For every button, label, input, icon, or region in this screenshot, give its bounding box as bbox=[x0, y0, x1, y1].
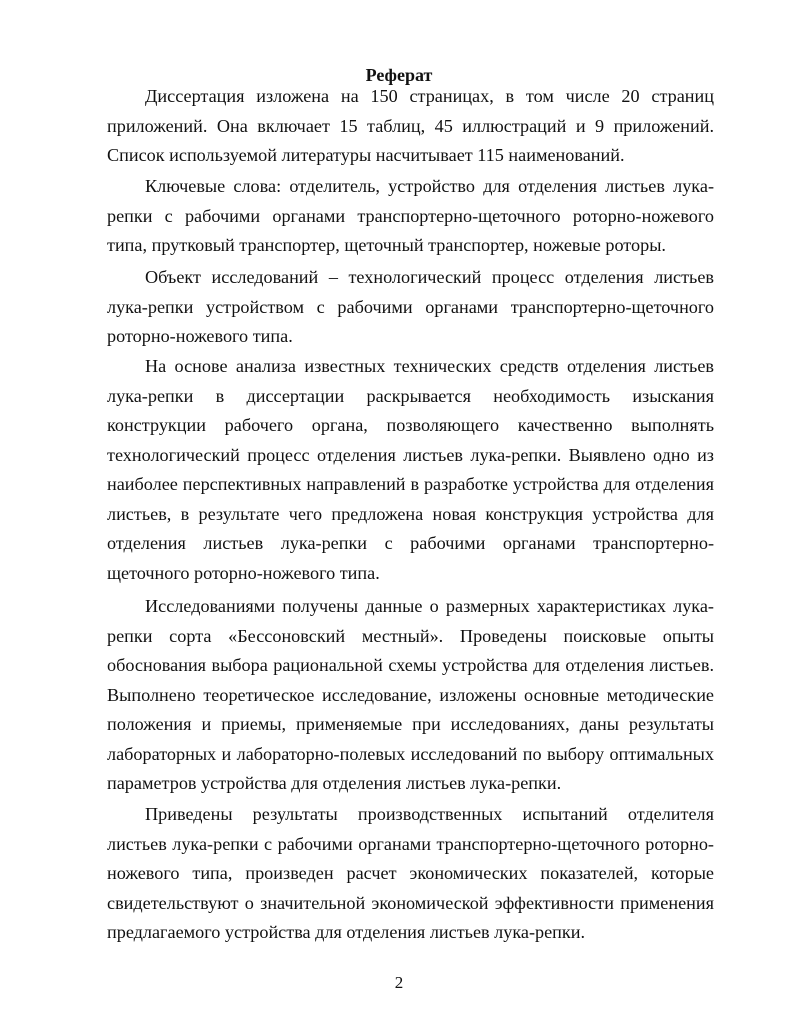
document-title: Реферат bbox=[365, 65, 433, 85]
paragraph-analysis: На основе анализа известных технических средств отделения листьев лука-репки в диссертации раскрывается необходимость изыскания конструкции рабочего органа, позволяющего качественно выполнять технологический процесс отделения листьев лука-репки. Выявлено одно из наиболее перспективных направлений в разработке устройства для отделения листьев, в результате чего предложена новая конструкция устройства для отделения листьев лука-репки с рабочими органами транспортерно-щеточного роторно-ножевого типа. bbox=[107, 356, 714, 583]
paragraph-volume: Диссертация изложена на 150 страницах, в том числе 20 страниц приложений. Она включает 15 таблиц, 45 иллюстраций и 9 приложений. Список используемой литературы насчитывает 115 наименований. bbox=[107, 86, 714, 165]
paragraph-research-results: Исследованиями получены данные о размерных характеристиках лука-репки сорта «Бессоновский местный». Проведены поисковые опыты обоснования выбора рациональной схемы устройства для отделения листьев. Выполнено теоретическое исследование, изложены основные методические положения и приемы, применяемые при исследованиях, даны результаты лабораторных и лабораторно-полевых исследований по выбору оптимальных параметров устройства для отделения листьев лука-репки. bbox=[107, 596, 714, 793]
page-number: 2 bbox=[394, 973, 404, 992]
paragraph-research-object: Объект исследований – технологический процесс отделения листьев лука-репки устройством с рабочими органами транспортерно-щеточного роторно-ножевого типа. bbox=[107, 267, 714, 346]
paragraph-keywords: Ключевые слова: отделитель, устройство для отделения листьев лука-репки с рабочими органами транспортерно-щеточного роторно-ножевого типа, прутковый транспортер, щеточный транспортер, ножевые роторы. bbox=[107, 176, 714, 255]
paragraph-production-tests: Приведены результаты производственных испытаний отделителя листьев лука-репки с рабочими органами транспортерно-щеточного роторно-ножевого типа, произведен расчет экономических показателей, которые свидетельствуют о значительной экономической эффективности применения предлагаемого устройства для отделения листьев лука-репки. bbox=[107, 804, 714, 942]
